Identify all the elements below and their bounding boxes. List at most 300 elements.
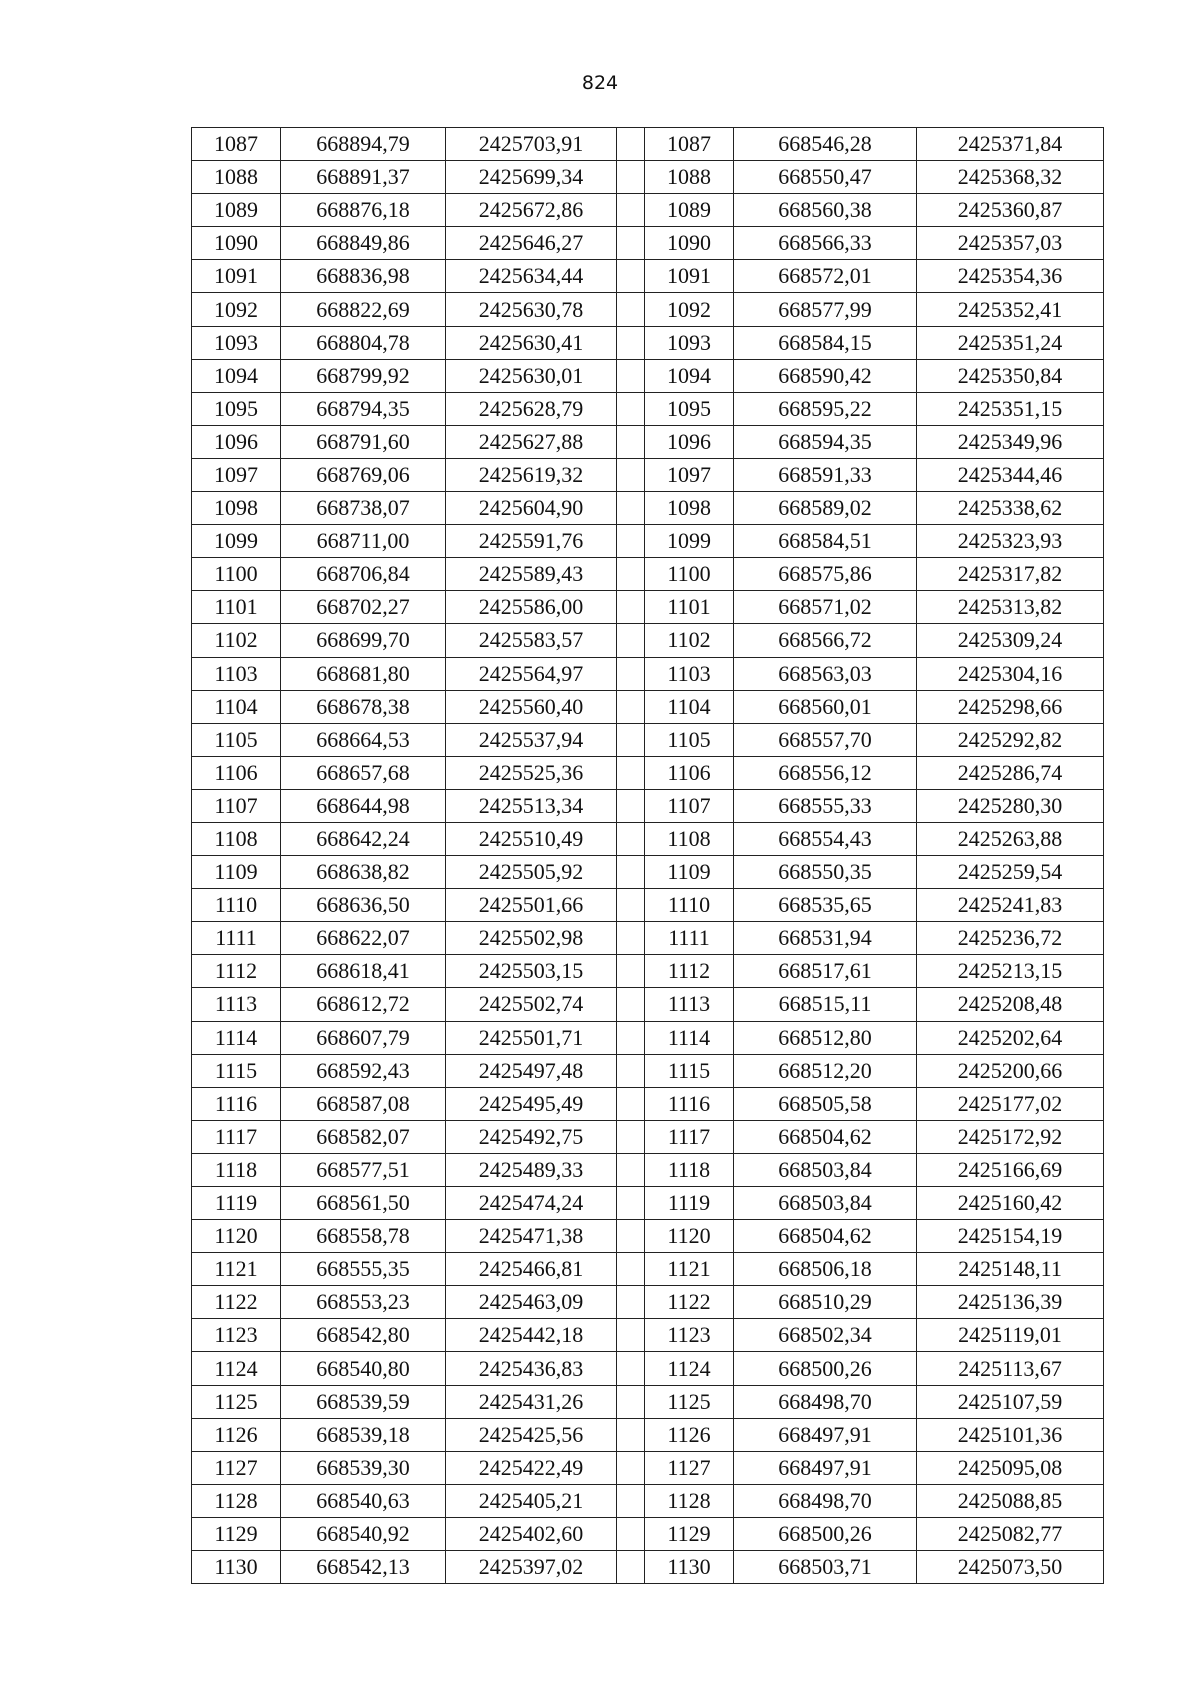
left-point-number-cell: 1112: [192, 955, 281, 988]
left-y-coordinate-cell: 2425436,83: [446, 1352, 617, 1385]
right-x-coordinate-cell: 668506,18: [734, 1253, 917, 1286]
separator-cell: [617, 1517, 645, 1550]
right-point-number-cell: 1122: [645, 1286, 734, 1319]
left-point-number-cell: 1095: [192, 392, 281, 425]
right-x-coordinate-cell: 668571,02: [734, 591, 917, 624]
right-point-number-cell: 1098: [645, 492, 734, 525]
left-x-coordinate-cell: 668836,98: [281, 260, 446, 293]
right-y-coordinate-cell: 2425241,83: [917, 889, 1104, 922]
separator-cell: [617, 1220, 645, 1253]
left-point-number-cell: 1100: [192, 558, 281, 591]
table-row: [192, 1451, 1104, 1484]
table-row: [192, 723, 1104, 756]
table-row: [192, 425, 1104, 458]
right-y-coordinate-cell: 2425107,59: [917, 1385, 1104, 1418]
left-point-number-cell: 1088: [192, 161, 281, 194]
left-x-coordinate-cell: 668607,79: [281, 1021, 446, 1054]
right-y-coordinate-cell: 2425119,01: [917, 1319, 1104, 1352]
left-point-number-cell: 1114: [192, 1021, 281, 1054]
table-row: [192, 789, 1104, 822]
left-y-coordinate-cell: 2425591,76: [446, 525, 617, 558]
left-x-coordinate-cell: 668558,78: [281, 1220, 446, 1253]
left-y-coordinate-cell: 2425466,81: [446, 1253, 617, 1286]
left-point-number-cell: 1121: [192, 1253, 281, 1286]
table-row: [192, 1286, 1104, 1319]
right-x-coordinate-cell: 668504,62: [734, 1220, 917, 1253]
left-x-coordinate-cell: 668711,00: [281, 525, 446, 558]
left-y-coordinate-cell: 2425628,79: [446, 392, 617, 425]
table-row: [192, 1054, 1104, 1087]
separator-cell: [617, 1484, 645, 1517]
left-y-coordinate-cell: 2425503,15: [446, 955, 617, 988]
table-row: [192, 1087, 1104, 1120]
left-y-coordinate-cell: 2425502,74: [446, 988, 617, 1021]
right-x-coordinate-cell: 668577,99: [734, 293, 917, 326]
separator-cell: [617, 227, 645, 260]
separator-cell: [617, 492, 645, 525]
separator-cell: [617, 1385, 645, 1418]
left-y-coordinate-cell: 2425586,00: [446, 591, 617, 624]
right-x-coordinate-cell: 668556,12: [734, 756, 917, 789]
right-y-coordinate-cell: 2425313,82: [917, 591, 1104, 624]
left-x-coordinate-cell: 668657,68: [281, 756, 446, 789]
right-point-number-cell: 1117: [645, 1120, 734, 1153]
left-y-coordinate-cell: 2425703,91: [446, 128, 617, 161]
left-point-number-cell: 1105: [192, 723, 281, 756]
right-x-coordinate-cell: 668591,33: [734, 458, 917, 491]
left-y-coordinate-cell: 2425497,48: [446, 1054, 617, 1087]
right-x-coordinate-cell: 668500,26: [734, 1352, 917, 1385]
separator-cell: [617, 1153, 645, 1186]
left-x-coordinate-cell: 668582,07: [281, 1120, 446, 1153]
right-y-coordinate-cell: 2425136,39: [917, 1286, 1104, 1319]
left-x-coordinate-cell: 668822,69: [281, 293, 446, 326]
left-x-coordinate-cell: 668644,98: [281, 789, 446, 822]
left-y-coordinate-cell: 2425564,97: [446, 657, 617, 690]
right-point-number-cell: 1093: [645, 326, 734, 359]
right-y-coordinate-cell: 2425095,08: [917, 1451, 1104, 1484]
left-point-number-cell: 1128: [192, 1484, 281, 1517]
right-x-coordinate-cell: 668550,47: [734, 161, 917, 194]
right-x-coordinate-cell: 668503,71: [734, 1551, 917, 1584]
left-x-coordinate-cell: 668587,08: [281, 1087, 446, 1120]
right-x-coordinate-cell: 668500,26: [734, 1517, 917, 1550]
separator-cell: [617, 161, 645, 194]
separator-cell: [617, 591, 645, 624]
table-row: [192, 1253, 1104, 1286]
left-point-number-cell: 1089: [192, 194, 281, 227]
right-y-coordinate-cell: 2425368,32: [917, 161, 1104, 194]
left-x-coordinate-cell: 668542,13: [281, 1551, 446, 1584]
right-point-number-cell: 1095: [645, 392, 734, 425]
right-point-number-cell: 1116: [645, 1087, 734, 1120]
right-y-coordinate-cell: 2425172,92: [917, 1120, 1104, 1153]
left-y-coordinate-cell: 2425604,90: [446, 492, 617, 525]
right-x-coordinate-cell: 668584,51: [734, 525, 917, 558]
table-row: [192, 1153, 1104, 1186]
left-x-coordinate-cell: 668539,59: [281, 1385, 446, 1418]
right-y-coordinate-cell: 2425292,82: [917, 723, 1104, 756]
left-y-coordinate-cell: 2425510,49: [446, 822, 617, 855]
left-x-coordinate-cell: 668636,50: [281, 889, 446, 922]
left-point-number-cell: 1111: [192, 922, 281, 955]
left-point-number-cell: 1099: [192, 525, 281, 558]
right-x-coordinate-cell: 668504,62: [734, 1120, 917, 1153]
separator-cell: [617, 1352, 645, 1385]
left-y-coordinate-cell: 2425425,56: [446, 1418, 617, 1451]
right-point-number-cell: 1121: [645, 1253, 734, 1286]
right-y-coordinate-cell: 2425073,50: [917, 1551, 1104, 1584]
right-point-number-cell: 1130: [645, 1551, 734, 1584]
left-point-number-cell: 1107: [192, 789, 281, 822]
table-row: [192, 1517, 1104, 1550]
right-y-coordinate-cell: 2425236,72: [917, 922, 1104, 955]
right-y-coordinate-cell: 2425202,64: [917, 1021, 1104, 1054]
table-row: [192, 1551, 1104, 1584]
left-point-number-cell: 1093: [192, 326, 281, 359]
left-point-number-cell: 1106: [192, 756, 281, 789]
table-row: [192, 889, 1104, 922]
right-y-coordinate-cell: 2425357,03: [917, 227, 1104, 260]
left-y-coordinate-cell: 2425583,57: [446, 624, 617, 657]
table-row: [192, 492, 1104, 525]
left-y-coordinate-cell: 2425442,18: [446, 1319, 617, 1352]
left-x-coordinate-cell: 668706,84: [281, 558, 446, 591]
left-y-coordinate-cell: 2425634,44: [446, 260, 617, 293]
right-x-coordinate-cell: 668498,70: [734, 1484, 917, 1517]
left-x-coordinate-cell: 668678,38: [281, 690, 446, 723]
left-point-number-cell: 1104: [192, 690, 281, 723]
separator-cell: [617, 723, 645, 756]
right-point-number-cell: 1128: [645, 1484, 734, 1517]
right-point-number-cell: 1123: [645, 1319, 734, 1352]
left-y-coordinate-cell: 2425492,75: [446, 1120, 617, 1153]
table-row: [192, 458, 1104, 491]
right-x-coordinate-cell: 668590,42: [734, 359, 917, 392]
right-x-coordinate-cell: 668498,70: [734, 1385, 917, 1418]
table-row: [192, 293, 1104, 326]
separator-cell: [617, 458, 645, 491]
right-point-number-cell: 1126: [645, 1418, 734, 1451]
left-y-coordinate-cell: 2425630,01: [446, 359, 617, 392]
right-point-number-cell: 1111: [645, 922, 734, 955]
right-x-coordinate-cell: 668531,94: [734, 922, 917, 955]
table-row: [192, 988, 1104, 1021]
right-y-coordinate-cell: 2425344,46: [917, 458, 1104, 491]
right-point-number-cell: 1089: [645, 194, 734, 227]
right-y-coordinate-cell: 2425338,62: [917, 492, 1104, 525]
left-x-coordinate-cell: 668642,24: [281, 822, 446, 855]
separator-cell: [617, 392, 645, 425]
right-point-number-cell: 1113: [645, 988, 734, 1021]
right-point-number-cell: 1118: [645, 1153, 734, 1186]
right-point-number-cell: 1106: [645, 756, 734, 789]
right-y-coordinate-cell: 2425088,85: [917, 1484, 1104, 1517]
table-row: [192, 326, 1104, 359]
right-point-number-cell: 1124: [645, 1352, 734, 1385]
left-x-coordinate-cell: 668681,80: [281, 657, 446, 690]
left-y-coordinate-cell: 2425525,36: [446, 756, 617, 789]
right-x-coordinate-cell: 668560,38: [734, 194, 917, 227]
right-x-coordinate-cell: 668575,86: [734, 558, 917, 591]
right-y-coordinate-cell: 2425298,66: [917, 690, 1104, 723]
left-point-number-cell: 1123: [192, 1319, 281, 1352]
right-x-coordinate-cell: 668512,20: [734, 1054, 917, 1087]
left-point-number-cell: 1096: [192, 425, 281, 458]
right-point-number-cell: 1108: [645, 822, 734, 855]
table-row: [192, 1385, 1104, 1418]
right-y-coordinate-cell: 2425371,84: [917, 128, 1104, 161]
left-y-coordinate-cell: 2425402,60: [446, 1517, 617, 1550]
left-point-number-cell: 1103: [192, 657, 281, 690]
right-x-coordinate-cell: 668595,22: [734, 392, 917, 425]
left-point-number-cell: 1097: [192, 458, 281, 491]
left-point-number-cell: 1098: [192, 492, 281, 525]
right-x-coordinate-cell: 668566,33: [734, 227, 917, 260]
left-point-number-cell: 1091: [192, 260, 281, 293]
left-x-coordinate-cell: 668769,06: [281, 458, 446, 491]
separator-cell: [617, 856, 645, 889]
separator-cell: [617, 1551, 645, 1584]
left-y-coordinate-cell: 2425630,78: [446, 293, 617, 326]
right-y-coordinate-cell: 2425263,88: [917, 822, 1104, 855]
left-y-coordinate-cell: 2425672,86: [446, 194, 617, 227]
left-x-coordinate-cell: 668891,37: [281, 161, 446, 194]
right-point-number-cell: 1127: [645, 1451, 734, 1484]
left-y-coordinate-cell: 2425471,38: [446, 1220, 617, 1253]
right-point-number-cell: 1112: [645, 955, 734, 988]
right-y-coordinate-cell: 2425213,15: [917, 955, 1104, 988]
right-point-number-cell: 1096: [645, 425, 734, 458]
left-y-coordinate-cell: 2425422,49: [446, 1451, 617, 1484]
right-x-coordinate-cell: 668546,28: [734, 128, 917, 161]
right-point-number-cell: 1129: [645, 1517, 734, 1550]
table-row: [192, 856, 1104, 889]
table-row: [192, 591, 1104, 624]
right-point-number-cell: 1101: [645, 591, 734, 624]
left-x-coordinate-cell: 668791,60: [281, 425, 446, 458]
separator-cell: [617, 558, 645, 591]
left-point-number-cell: 1094: [192, 359, 281, 392]
right-point-number-cell: 1100: [645, 558, 734, 591]
left-x-coordinate-cell: 668592,43: [281, 1054, 446, 1087]
left-point-number-cell: 1118: [192, 1153, 281, 1186]
right-point-number-cell: 1105: [645, 723, 734, 756]
right-y-coordinate-cell: 2425304,16: [917, 657, 1104, 690]
left-x-coordinate-cell: 668638,82: [281, 856, 446, 889]
right-x-coordinate-cell: 668557,70: [734, 723, 917, 756]
separator-cell: [617, 1418, 645, 1451]
table-row: [192, 392, 1104, 425]
right-y-coordinate-cell: 2425351,24: [917, 326, 1104, 359]
right-point-number-cell: 1102: [645, 624, 734, 657]
left-x-coordinate-cell: 668664,53: [281, 723, 446, 756]
left-point-number-cell: 1122: [192, 1286, 281, 1319]
left-y-coordinate-cell: 2425505,92: [446, 856, 617, 889]
table-row: [192, 922, 1104, 955]
page-number: 824: [581, 72, 619, 94]
right-y-coordinate-cell: 2425113,67: [917, 1352, 1104, 1385]
left-x-coordinate-cell: 668539,30: [281, 1451, 446, 1484]
left-y-coordinate-cell: 2425560,40: [446, 690, 617, 723]
right-y-coordinate-cell: 2425351,15: [917, 392, 1104, 425]
left-x-coordinate-cell: 668622,07: [281, 922, 446, 955]
right-y-coordinate-cell: 2425208,48: [917, 988, 1104, 1021]
left-y-coordinate-cell: 2425513,34: [446, 789, 617, 822]
right-x-coordinate-cell: 668563,03: [734, 657, 917, 690]
right-x-coordinate-cell: 668594,35: [734, 425, 917, 458]
right-y-coordinate-cell: 2425352,41: [917, 293, 1104, 326]
separator-cell: [617, 1187, 645, 1220]
left-x-coordinate-cell: 668540,63: [281, 1484, 446, 1517]
table-row: [192, 1352, 1104, 1385]
separator-cell: [617, 293, 645, 326]
left-x-coordinate-cell: 668738,07: [281, 492, 446, 525]
right-x-coordinate-cell: 668512,80: [734, 1021, 917, 1054]
table-row: [192, 1187, 1104, 1220]
separator-cell: [617, 624, 645, 657]
right-point-number-cell: 1125: [645, 1385, 734, 1418]
right-y-coordinate-cell: 2425177,02: [917, 1087, 1104, 1120]
separator-cell: [617, 1286, 645, 1319]
left-x-coordinate-cell: 668540,80: [281, 1352, 446, 1385]
left-y-coordinate-cell: 2425431,26: [446, 1385, 617, 1418]
right-point-number-cell: 1103: [645, 657, 734, 690]
left-point-number-cell: 1116: [192, 1087, 281, 1120]
right-point-number-cell: 1088: [645, 161, 734, 194]
separator-cell: [617, 988, 645, 1021]
separator-cell: [617, 922, 645, 955]
left-y-coordinate-cell: 2425630,41: [446, 326, 617, 359]
separator-cell: [617, 889, 645, 922]
left-x-coordinate-cell: 668618,41: [281, 955, 446, 988]
separator-cell: [617, 260, 645, 293]
left-y-coordinate-cell: 2425619,32: [446, 458, 617, 491]
left-y-coordinate-cell: 2425474,24: [446, 1187, 617, 1220]
separator-cell: [617, 359, 645, 392]
right-point-number-cell: 1104: [645, 690, 734, 723]
separator-cell: [617, 326, 645, 359]
left-point-number-cell: 1120: [192, 1220, 281, 1253]
table-row: [192, 756, 1104, 789]
left-y-coordinate-cell: 2425699,34: [446, 161, 617, 194]
right-x-coordinate-cell: 668503,84: [734, 1153, 917, 1186]
table-row: [192, 822, 1104, 855]
right-x-coordinate-cell: 668502,34: [734, 1319, 917, 1352]
table-row: [192, 1319, 1104, 1352]
table-row: [192, 1220, 1104, 1253]
left-y-coordinate-cell: 2425589,43: [446, 558, 617, 591]
left-x-coordinate-cell: 668555,35: [281, 1253, 446, 1286]
table-row: [192, 690, 1104, 723]
coordinates-table: [191, 127, 1104, 1584]
right-y-coordinate-cell: 2425082,77: [917, 1517, 1104, 1550]
left-point-number-cell: 1126: [192, 1418, 281, 1451]
left-point-number-cell: 1113: [192, 988, 281, 1021]
left-y-coordinate-cell: 2425502,98: [446, 922, 617, 955]
left-x-coordinate-cell: 668876,18: [281, 194, 446, 227]
left-point-number-cell: 1108: [192, 822, 281, 855]
separator-cell: [617, 1087, 645, 1120]
right-point-number-cell: 1107: [645, 789, 734, 822]
table-row: [192, 161, 1104, 194]
right-x-coordinate-cell: 668515,11: [734, 988, 917, 1021]
separator-cell: [617, 194, 645, 227]
coordinates-table-body: [192, 128, 1104, 1584]
separator-cell: [617, 690, 645, 723]
left-point-number-cell: 1110: [192, 889, 281, 922]
right-y-coordinate-cell: 2425154,19: [917, 1220, 1104, 1253]
left-x-coordinate-cell: 668561,50: [281, 1187, 446, 1220]
separator-cell: [617, 1054, 645, 1087]
left-x-coordinate-cell: 668894,79: [281, 128, 446, 161]
table-row: [192, 227, 1104, 260]
left-x-coordinate-cell: 668542,80: [281, 1319, 446, 1352]
right-point-number-cell: 1091: [645, 260, 734, 293]
left-point-number-cell: 1125: [192, 1385, 281, 1418]
right-x-coordinate-cell: 668572,01: [734, 260, 917, 293]
separator-cell: [617, 789, 645, 822]
separator-cell: [617, 955, 645, 988]
right-y-coordinate-cell: 2425259,54: [917, 856, 1104, 889]
separator-cell: [617, 1120, 645, 1153]
right-point-number-cell: 1090: [645, 227, 734, 260]
left-point-number-cell: 1127: [192, 1451, 281, 1484]
right-x-coordinate-cell: 668550,35: [734, 856, 917, 889]
left-y-coordinate-cell: 2425405,21: [446, 1484, 617, 1517]
left-point-number-cell: 1101: [192, 591, 281, 624]
right-y-coordinate-cell: 2425280,30: [917, 789, 1104, 822]
left-x-coordinate-cell: 668553,23: [281, 1286, 446, 1319]
right-y-coordinate-cell: 2425101,36: [917, 1418, 1104, 1451]
left-point-number-cell: 1087: [192, 128, 281, 161]
right-point-number-cell: 1087: [645, 128, 734, 161]
left-point-number-cell: 1129: [192, 1517, 281, 1550]
right-point-number-cell: 1119: [645, 1187, 734, 1220]
table-row: [192, 194, 1104, 227]
table-row: [192, 657, 1104, 690]
separator-cell: [617, 657, 645, 690]
right-point-number-cell: 1097: [645, 458, 734, 491]
left-point-number-cell: 1102: [192, 624, 281, 657]
table-row: [192, 128, 1104, 161]
right-x-coordinate-cell: 668497,91: [734, 1451, 917, 1484]
left-y-coordinate-cell: 2425627,88: [446, 425, 617, 458]
left-x-coordinate-cell: 668699,70: [281, 624, 446, 657]
separator-cell: [617, 1253, 645, 1286]
separator-cell: [617, 756, 645, 789]
right-y-coordinate-cell: 2425148,11: [917, 1253, 1104, 1286]
separator-cell: [617, 425, 645, 458]
left-y-coordinate-cell: 2425501,71: [446, 1021, 617, 1054]
left-point-number-cell: 1090: [192, 227, 281, 260]
right-y-coordinate-cell: 2425317,82: [917, 558, 1104, 591]
right-point-number-cell: 1115: [645, 1054, 734, 1087]
right-point-number-cell: 1094: [645, 359, 734, 392]
right-point-number-cell: 1110: [645, 889, 734, 922]
right-x-coordinate-cell: 668560,01: [734, 690, 917, 723]
left-y-coordinate-cell: 2425537,94: [446, 723, 617, 756]
separator-cell: [617, 822, 645, 855]
left-y-coordinate-cell: 2425463,09: [446, 1286, 617, 1319]
table-row: [192, 1120, 1104, 1153]
right-y-coordinate-cell: 2425166,69: [917, 1153, 1104, 1186]
left-x-coordinate-cell: 668799,92: [281, 359, 446, 392]
left-point-number-cell: 1117: [192, 1120, 281, 1153]
right-x-coordinate-cell: 668510,29: [734, 1286, 917, 1319]
right-y-coordinate-cell: 2425360,87: [917, 194, 1104, 227]
left-y-coordinate-cell: 2425501,66: [446, 889, 617, 922]
